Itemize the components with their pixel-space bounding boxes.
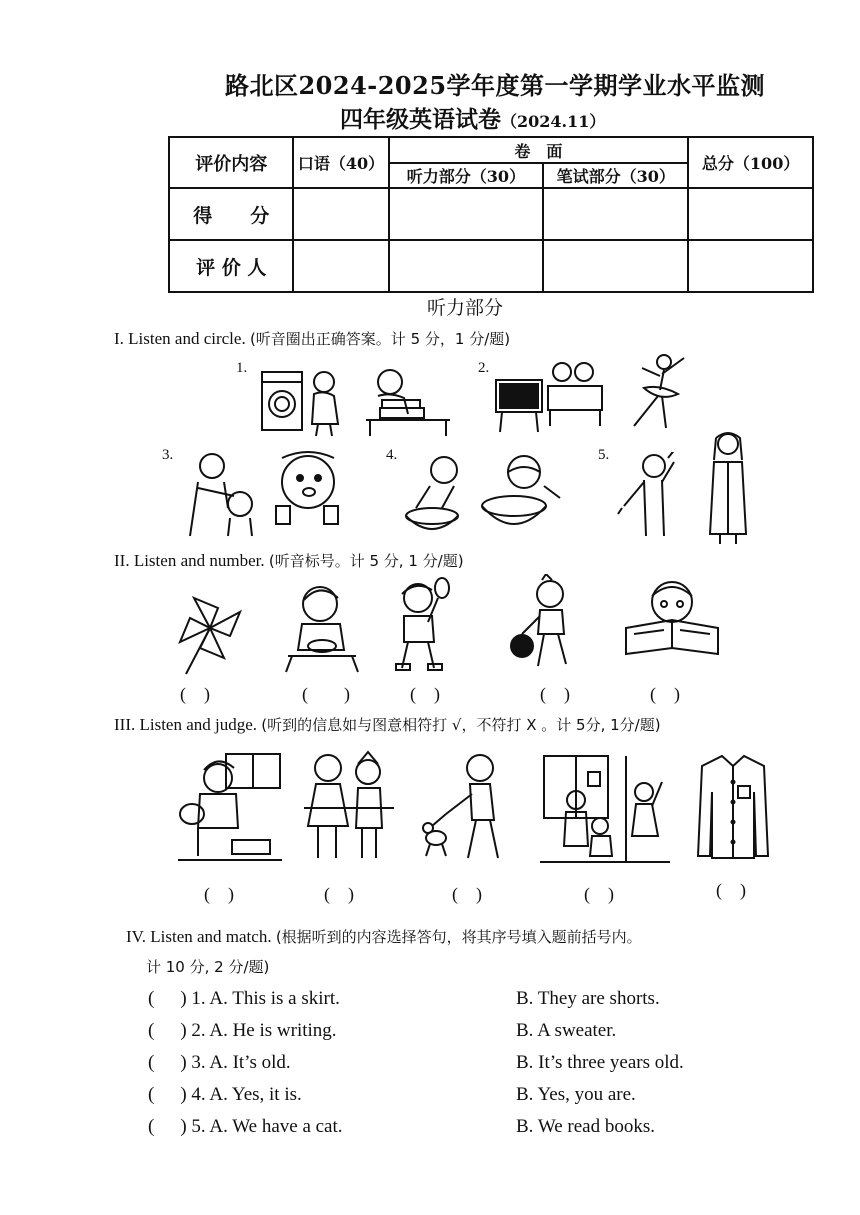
- q1-number-4: 4.: [386, 447, 398, 463]
- q4-row-5-option-a: ) 5. A. We have a cat.: [180, 1116, 343, 1137]
- ballet-dancing-picture[interactable]: [620, 350, 692, 432]
- q1-heading: [114, 328, 510, 349]
- exam-subtitle: [340, 101, 605, 134]
- q1-number-1: 1.: [236, 360, 248, 376]
- score-table: [168, 136, 814, 293]
- score-cell-written[interactable]: [543, 188, 688, 240]
- q4-title: IV. Listen and match.: [126, 927, 272, 946]
- boy-walking-dog-picture[interactable]: [418, 750, 514, 864]
- q4-heading: [126, 926, 642, 947]
- q4-row-4-option-a: ) 4. A. Yes, it is.: [180, 1084, 302, 1105]
- q2-blank-2[interactable]: ( ): [302, 684, 350, 704]
- q4-row-2-option-b: B. A sweater.: [516, 1020, 617, 1041]
- q4-row-2: [148, 1020, 337, 1042]
- q2-blank-1[interactable]: ( ): [180, 684, 210, 704]
- q3-note: (听到的信息如与图意相符打 √，不符打 X 。计 5分, 1分/题): [261, 716, 661, 734]
- q4-note2: 计 10 分, 2 分/题): [146, 958, 270, 976]
- man-in-kitchen-picture[interactable]: [174, 744, 286, 866]
- q4-row-4-paren[interactable]: (: [148, 1084, 155, 1105]
- q4-row-4: [148, 1084, 302, 1106]
- q4-row-3-option-b: B. It’s three years old.: [516, 1052, 684, 1073]
- score-table-evaluator-label: 评 价 人: [169, 240, 293, 292]
- q4-note: (根据听到的内容选择答句，将其序号填入题前括号内。: [275, 928, 642, 946]
- q2-heading: [114, 550, 464, 571]
- shirt-picture[interactable]: [696, 752, 770, 864]
- q3-blank-4[interactable]: ( ): [584, 884, 614, 904]
- q4-row-2-option-a: ) 2. A. He is writing.: [180, 1020, 337, 1041]
- score-table-written-header: 笔试部分（30）: [543, 163, 688, 188]
- q3-blank-1[interactable]: ( ): [204, 884, 234, 904]
- score-cell-oral[interactable]: [293, 188, 388, 240]
- q1-note: (听音圈出正确答案。计 5 分，1 分/题): [249, 330, 511, 348]
- listening-section-heading: 听力部分: [426, 297, 503, 319]
- score-table-total-header: 总分（100）: [688, 137, 813, 188]
- evaluator-cell-total[interactable]: [688, 240, 813, 292]
- brushing-teeth-picture[interactable]: [268, 448, 350, 532]
- short-sleeve-girl-picture[interactable]: [614, 452, 690, 544]
- q4-row-2-paren[interactable]: (: [148, 1020, 155, 1041]
- q2-blank-5[interactable]: ( ): [650, 684, 680, 704]
- exam-subtitle-text: 四年级英语试卷: [340, 106, 501, 133]
- q2-title: II. Listen and number.: [114, 551, 265, 570]
- q3-blank-3[interactable]: ( ): [452, 884, 482, 904]
- girl-cooking-picture[interactable]: [282, 580, 362, 674]
- washing-face-picture[interactable]: [474, 450, 564, 534]
- q4-row-5: [148, 1116, 343, 1138]
- score-cell-total[interactable]: [688, 188, 813, 240]
- score-table-oral-header: 口语（40）: [293, 137, 388, 188]
- q1-number-5: 5.: [598, 447, 610, 463]
- q4-row-1: [148, 988, 340, 1010]
- q4-row-1-option-a: ) 1. A. This is a skirt.: [180, 988, 340, 1009]
- q4-row-3: [148, 1052, 291, 1074]
- score-table-eval-header: 评价内容: [169, 137, 293, 188]
- combing-hair-picture[interactable]: [178, 448, 260, 538]
- washing-hands-picture[interactable]: [398, 452, 472, 536]
- evaluator-cell-written[interactable]: [543, 240, 688, 292]
- q4-row-3-option-a: ) 3. A. It’s old.: [180, 1052, 291, 1073]
- score-table-listen-header: 听力部分（30）: [389, 163, 544, 188]
- folding-clothes-picture[interactable]: [360, 362, 456, 438]
- watching-tv-picture[interactable]: [492, 352, 608, 438]
- score-table-score-label: 得 分: [169, 188, 293, 240]
- q4-row-4-option-b: B. Yes, you are.: [516, 1084, 636, 1105]
- long-coat-girl-picture[interactable]: [706, 430, 750, 546]
- boy-reading-picture[interactable]: [620, 578, 724, 662]
- exam-title: 路北区2024-2025学年度第一学期学业水平监测: [224, 71, 766, 100]
- washing-clothes-picture[interactable]: [258, 362, 350, 438]
- q4-row-5-paren[interactable]: (: [148, 1116, 155, 1137]
- score-cell-listen[interactable]: [389, 188, 544, 240]
- q3-blank-5[interactable]: ( ): [716, 880, 746, 900]
- evaluator-cell-listen[interactable]: [389, 240, 544, 292]
- q3-title: III. Listen and judge.: [114, 715, 258, 734]
- q4-row-1-option-b: B. They are shorts.: [516, 988, 660, 1009]
- q2-blank-3[interactable]: ( ): [410, 684, 440, 704]
- q4-row-5-option-b: B. We read books.: [516, 1116, 656, 1137]
- q1-title: I. Listen and circle.: [114, 329, 246, 348]
- score-table-paper-header: 卷 面: [389, 137, 689, 163]
- exam-date: （2024.11）: [501, 112, 606, 131]
- q4-row-1-paren[interactable]: (: [148, 988, 155, 1009]
- q2-blank-4[interactable]: ( ): [540, 684, 570, 704]
- boy-with-racket-picture[interactable]: [386, 576, 458, 674]
- q3-blank-2[interactable]: ( ): [324, 884, 354, 904]
- two-children-picture[interactable]: [302, 748, 396, 864]
- girl-with-ball-picture[interactable]: [508, 574, 580, 674]
- q2-note: (听音标号。计 5 分, 1 分/题): [268, 552, 464, 570]
- q4-row-3-paren[interactable]: (: [148, 1052, 155, 1073]
- pinwheel-picture[interactable]: [174, 592, 246, 676]
- evaluator-cell-oral[interactable]: [293, 240, 388, 292]
- q3-heading: [114, 714, 661, 735]
- q4-heading-line2: [146, 956, 269, 977]
- classroom-children-picture[interactable]: [540, 752, 670, 866]
- q1-number-2: 2.: [478, 360, 490, 376]
- q1-number-3: 3.: [162, 447, 174, 463]
